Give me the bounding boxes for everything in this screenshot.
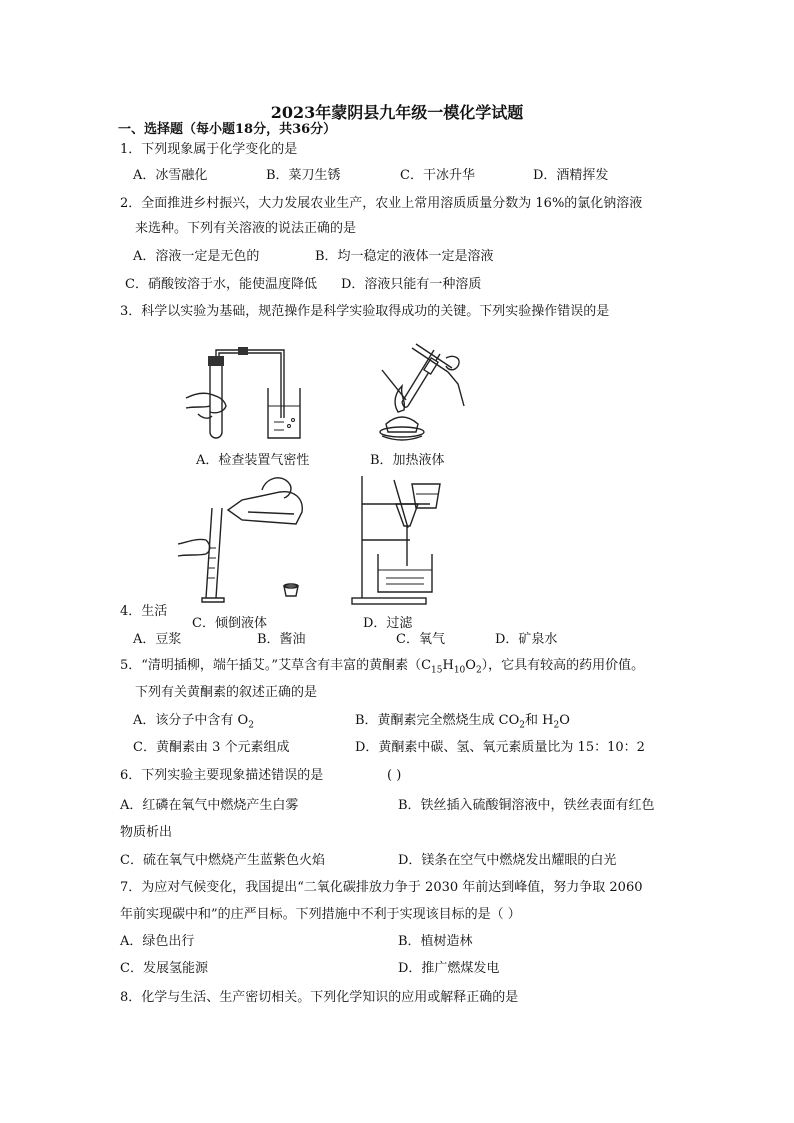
filtration-icon <box>350 470 460 606</box>
q6-option-a: A．红磷在氧气中燃烧产生白雾 <box>120 798 299 813</box>
q7-option-d: D．推广燃煤发电 <box>398 961 500 976</box>
airtightness-check-icon <box>180 346 310 446</box>
q4-option-a: A．豆浆 <box>133 632 182 647</box>
q6-option-b: B．铁丝插入硫酸铜溶液中，铁丝表面有红色 <box>398 798 655 813</box>
pouring-liquid-icon <box>176 468 316 608</box>
q2-option-a: A．溶液一定是无色的 <box>133 249 260 264</box>
q5-option-a: A．该分子中含有 $O_2$ <box>133 713 254 731</box>
q1-option-a: A．冰雪融化 <box>133 168 208 183</box>
q6-answer-blank: ( ) <box>387 768 402 783</box>
q7-stem-line1: 7．为应对气候变化，我国提出“二氧化碳排放力争于 2030 年前达到峰值，努力争取 2060 <box>120 880 643 895</box>
q5-option-d: D．黄酮素中碳、氢、氧元素质量比为 15：10：2 <box>355 740 645 755</box>
heating-liquid-icon <box>362 340 472 452</box>
q6-option-c: C．硫在氧气中燃烧产生蓝紫色火焰 <box>120 853 325 868</box>
q1-option-b: B．菜刀生锈 <box>266 168 341 183</box>
q2-stem-line2: 来选种。下列有关溶液的说法正确的是 <box>135 221 357 236</box>
q1-option-c: C．干冰升华 <box>400 168 475 183</box>
q7-option-a: A．绿色出行 <box>120 934 195 949</box>
q3-option-c: C．倾倒液体 <box>192 616 267 631</box>
q2-option-c: C．硝酸铵溶于水，能使温度降低 <box>125 277 317 292</box>
q5-option-b: B．黄酮素完全燃烧生成 $CO_2$和 $H_2O$ <box>355 713 570 731</box>
q4-stem: 4．生活 <box>120 604 168 619</box>
q7-stem-line2: 年前实现碳中和”的庄严目标。下列措施中不利于实现该目标的是（ ） <box>120 907 521 922</box>
page-title: 2023年蒙阴县九年级一模化学试题 <box>270 103 524 122</box>
q3-option-b: B．加热液体 <box>370 453 445 468</box>
q8-stem: 8．化学与生活、生产密切相关。下列化学知识的应用或解释正确的是 <box>120 990 519 1005</box>
q3-option-a: A．检查装置气密性 <box>196 453 310 468</box>
q7-option-b: B．植树造林 <box>398 934 473 949</box>
q1-option-d: D．酒精挥发 <box>533 168 609 183</box>
q6-stem: 6．下列实验主要现象描述错误的是 <box>120 768 324 783</box>
q5-stem-line2: 下列有关黄酮素的叙述正确的是 <box>135 685 318 700</box>
q2-stem-line1: 2．全面推进乡村振兴，大力发展农业生产，农业上常用溶质质量分数为 16%的氯化钠溶液 <box>120 196 643 211</box>
q4-option-d: D．矿泉水 <box>495 632 558 647</box>
q1-stem: 1．下列现象属于化学变化的是 <box>120 142 298 157</box>
q4-option-b: B．酱油 <box>257 632 306 647</box>
q2-option-b: B．均一稳定的液体一定是溶液 <box>315 249 494 264</box>
q2-option-d: D．溶液只能有一种溶质 <box>341 277 482 292</box>
q3-stem: 3．科学以实验为基础，规范操作是科学实验取得成功的关键。下列实验操作错误的是 <box>120 304 610 319</box>
q4-option-c: C．氧气 <box>396 632 445 647</box>
q6-option-b-continued: 物质析出 <box>120 825 173 840</box>
section-heading: 一、选择题（每小题18分，共36分） <box>118 122 337 137</box>
q5-option-c: C．黄酮素由 3 个元素组成 <box>133 740 290 755</box>
q5-stem-line1: 5．“清明插柳，端午插艾。”艾草含有丰富的黄酮素$(C_{15}H_{10}O_2)$，它具有较高的药用价值。 <box>120 658 645 676</box>
q7-option-c: C．发展氢能源 <box>120 961 208 976</box>
q6-option-d: D．镁条在空气中燃烧发出耀眼的白光 <box>398 853 617 868</box>
q3-option-d: D．过滤 <box>363 616 413 631</box>
